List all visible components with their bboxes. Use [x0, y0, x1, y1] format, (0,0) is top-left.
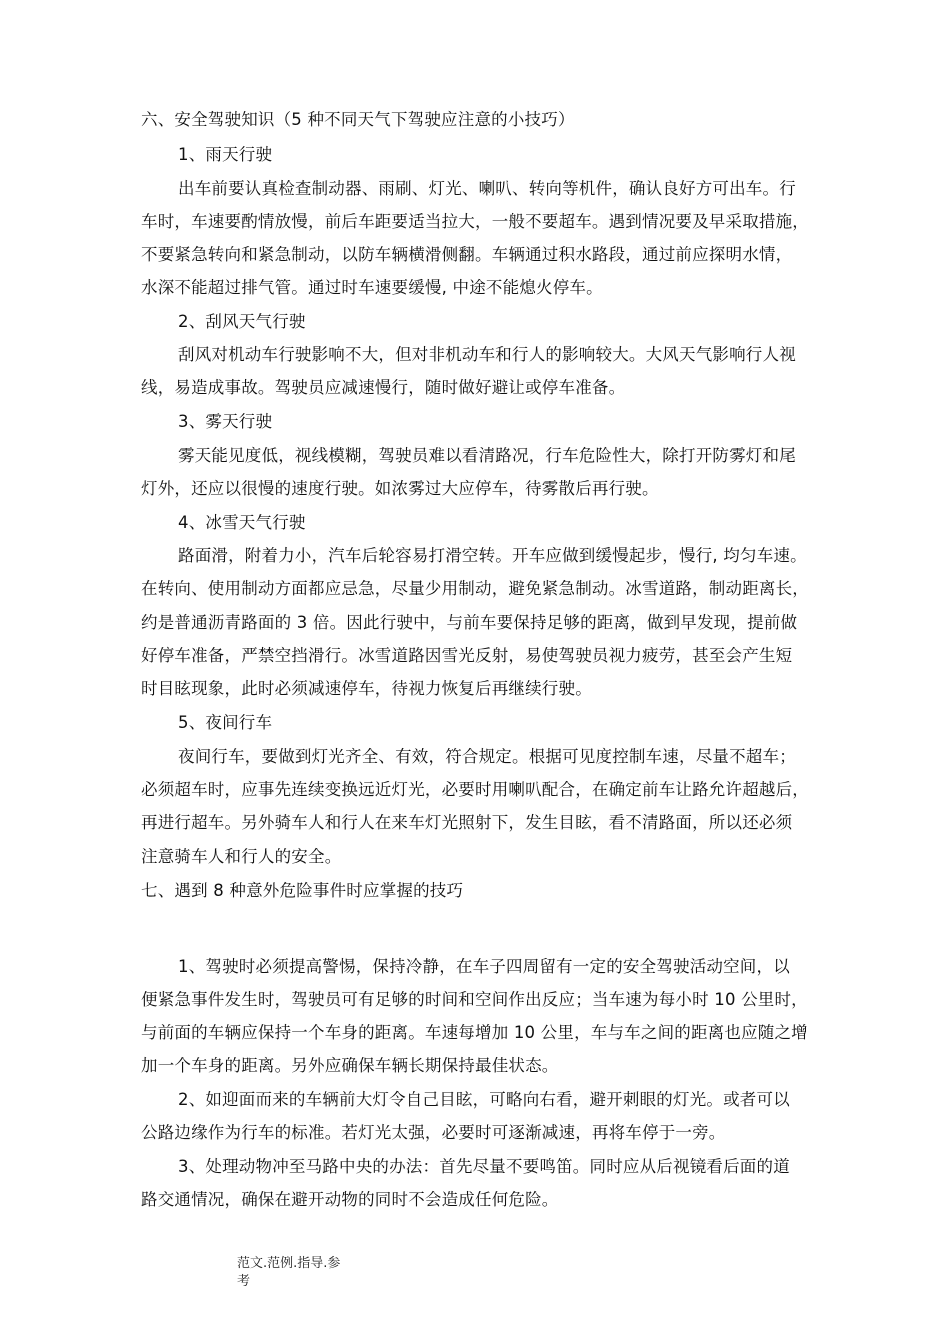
paragraph-line: 夜间行车，要做到灯光齐全、有效，符合规定。根据可见度控制车速，尽量不超车； [178, 747, 796, 766]
page-footer [237, 1255, 340, 1291]
footer-line: 考 [237, 1274, 251, 1289]
paragraph-line: 时目眩现象，此时必须减速停车，待视力恢复后再继续行驶。 [141, 679, 592, 698]
paragraph-line: 好停车准备，严禁空挡滑行。冰雪道路因雪光反射，易使驾驶员视力疲劳，甚至会产生短 [141, 646, 793, 665]
paragraph-line: 2、如迎面而来的车辆前大灯令自己目眩，可略向右看，避开刺眼的灯光。或者可以 [178, 1090, 790, 1109]
paragraph-line: 必须超车时，应事先连续变换远近灯光，必要时用喇叭配合，在确定前车让路允许超越后， [141, 780, 809, 799]
paragraph-line: 水深不能超过排气管。通过时车速要缓慢, 中途不能熄火停车。 [141, 278, 603, 297]
paragraph-line: 公路边缘作为行车的标准。若灯光太强，必要时可逐渐减速，再将车停于一旁。 [141, 1123, 726, 1142]
paragraph-line: 3、处理动物冲至马路中央的办法：首先尽量不要鸣笛。同时应从后视镜看后面的道 [178, 1157, 790, 1176]
section-7-heading: 七、遇到 8 种意外危险事件时应掌握的技巧 [141, 881, 464, 900]
item-title-rain: 1、雨天行驶 [178, 145, 273, 164]
item-title-fog: 3、雾天行驶 [178, 412, 273, 431]
paragraph-line: 出车前要认真检查制动器、雨刷、灯光、喇叭、转向等机件，确认良好方可出车。行 [178, 179, 796, 198]
paragraph-line: 雾天能见度低，视线模糊，驾驶员难以看清路况，行车危险性大，除打开防雾灯和尾 [178, 446, 796, 465]
paragraph-line: 灯外，还应以很慢的速度行驶。如浓雾过大应停车，待雾散后再行驶。 [141, 479, 659, 498]
paragraph-line: 不要紧急转向和紧急制动，以防车辆横滑侧翻。车辆通过积水路段，通过前应探明水情， [141, 245, 793, 264]
footer-line: 范文.范例.指导.参 [237, 1256, 341, 1271]
item-title-night: 5、夜间行车 [178, 713, 273, 732]
paragraph-line: 注意骑车人和行人的安全。 [141, 847, 342, 866]
paragraph-line: 约是普通沥青路面的 3 倍。因此行驶中，与前车要保持足够的距离，做到早发现，提前做 [141, 613, 798, 632]
item-title-wind: 2、刮风天气行驶 [178, 312, 306, 331]
paragraph-line: 路交通情况，确保在避开动物的同时不会造成任何危险。 [141, 1190, 559, 1209]
paragraph-line: 1、驾驶时必须提高警惕，保持冷静，在车子四周留有一定的安全驾驶活动空间，以 [178, 957, 790, 976]
paragraph-line: 再进行超车。另外骑车人和行人在来车灯光照射下，发生目眩，看不清路面，所以还必须 [141, 813, 793, 832]
paragraph-line: 在转向、使用制动方面都应忌急，尽量少用制动，避免紧急制动。冰雪道路，制动距离长， [141, 579, 809, 598]
paragraph-line: 加一个车身的距离。另外应确保车辆长期保持最佳状态。 [141, 1056, 559, 1075]
paragraph-line: 与前面的车辆应保持一个车身的距离。车速每增加 10 公里，车与车之间的距离也应随之增 [141, 1023, 808, 1042]
paragraph-line: 便紧急事件发生时，驾驶员可有足够的时间和空间作出反应；当车速为每小时 10 公里时， [141, 990, 808, 1009]
section-6-heading: 六、安全驾驶知识（5 种不同天气下驾驶应注意的小技巧） [141, 110, 575, 129]
paragraph-line: 线，易造成事故。驾驶员应减速慢行，随时做好避让或停车准备。 [141, 378, 626, 397]
paragraph-line: 车时，车速要酌情放慢，前后车距要适当拉大，一般不要超车。遇到情况要及早采取措施， [141, 212, 809, 231]
item-title-snow: 4、冰雪天气行驶 [178, 513, 306, 532]
paragraph-line: 刮风对机动车行驶影响不大，但对非机动车和行人的影响较大。大风天气影响行人视 [178, 345, 796, 364]
paragraph-line: 路面滑，附着力小，汽车后轮容易打滑空转。开车应做到缓慢起步，慢行, 均匀车速。 [178, 546, 807, 565]
